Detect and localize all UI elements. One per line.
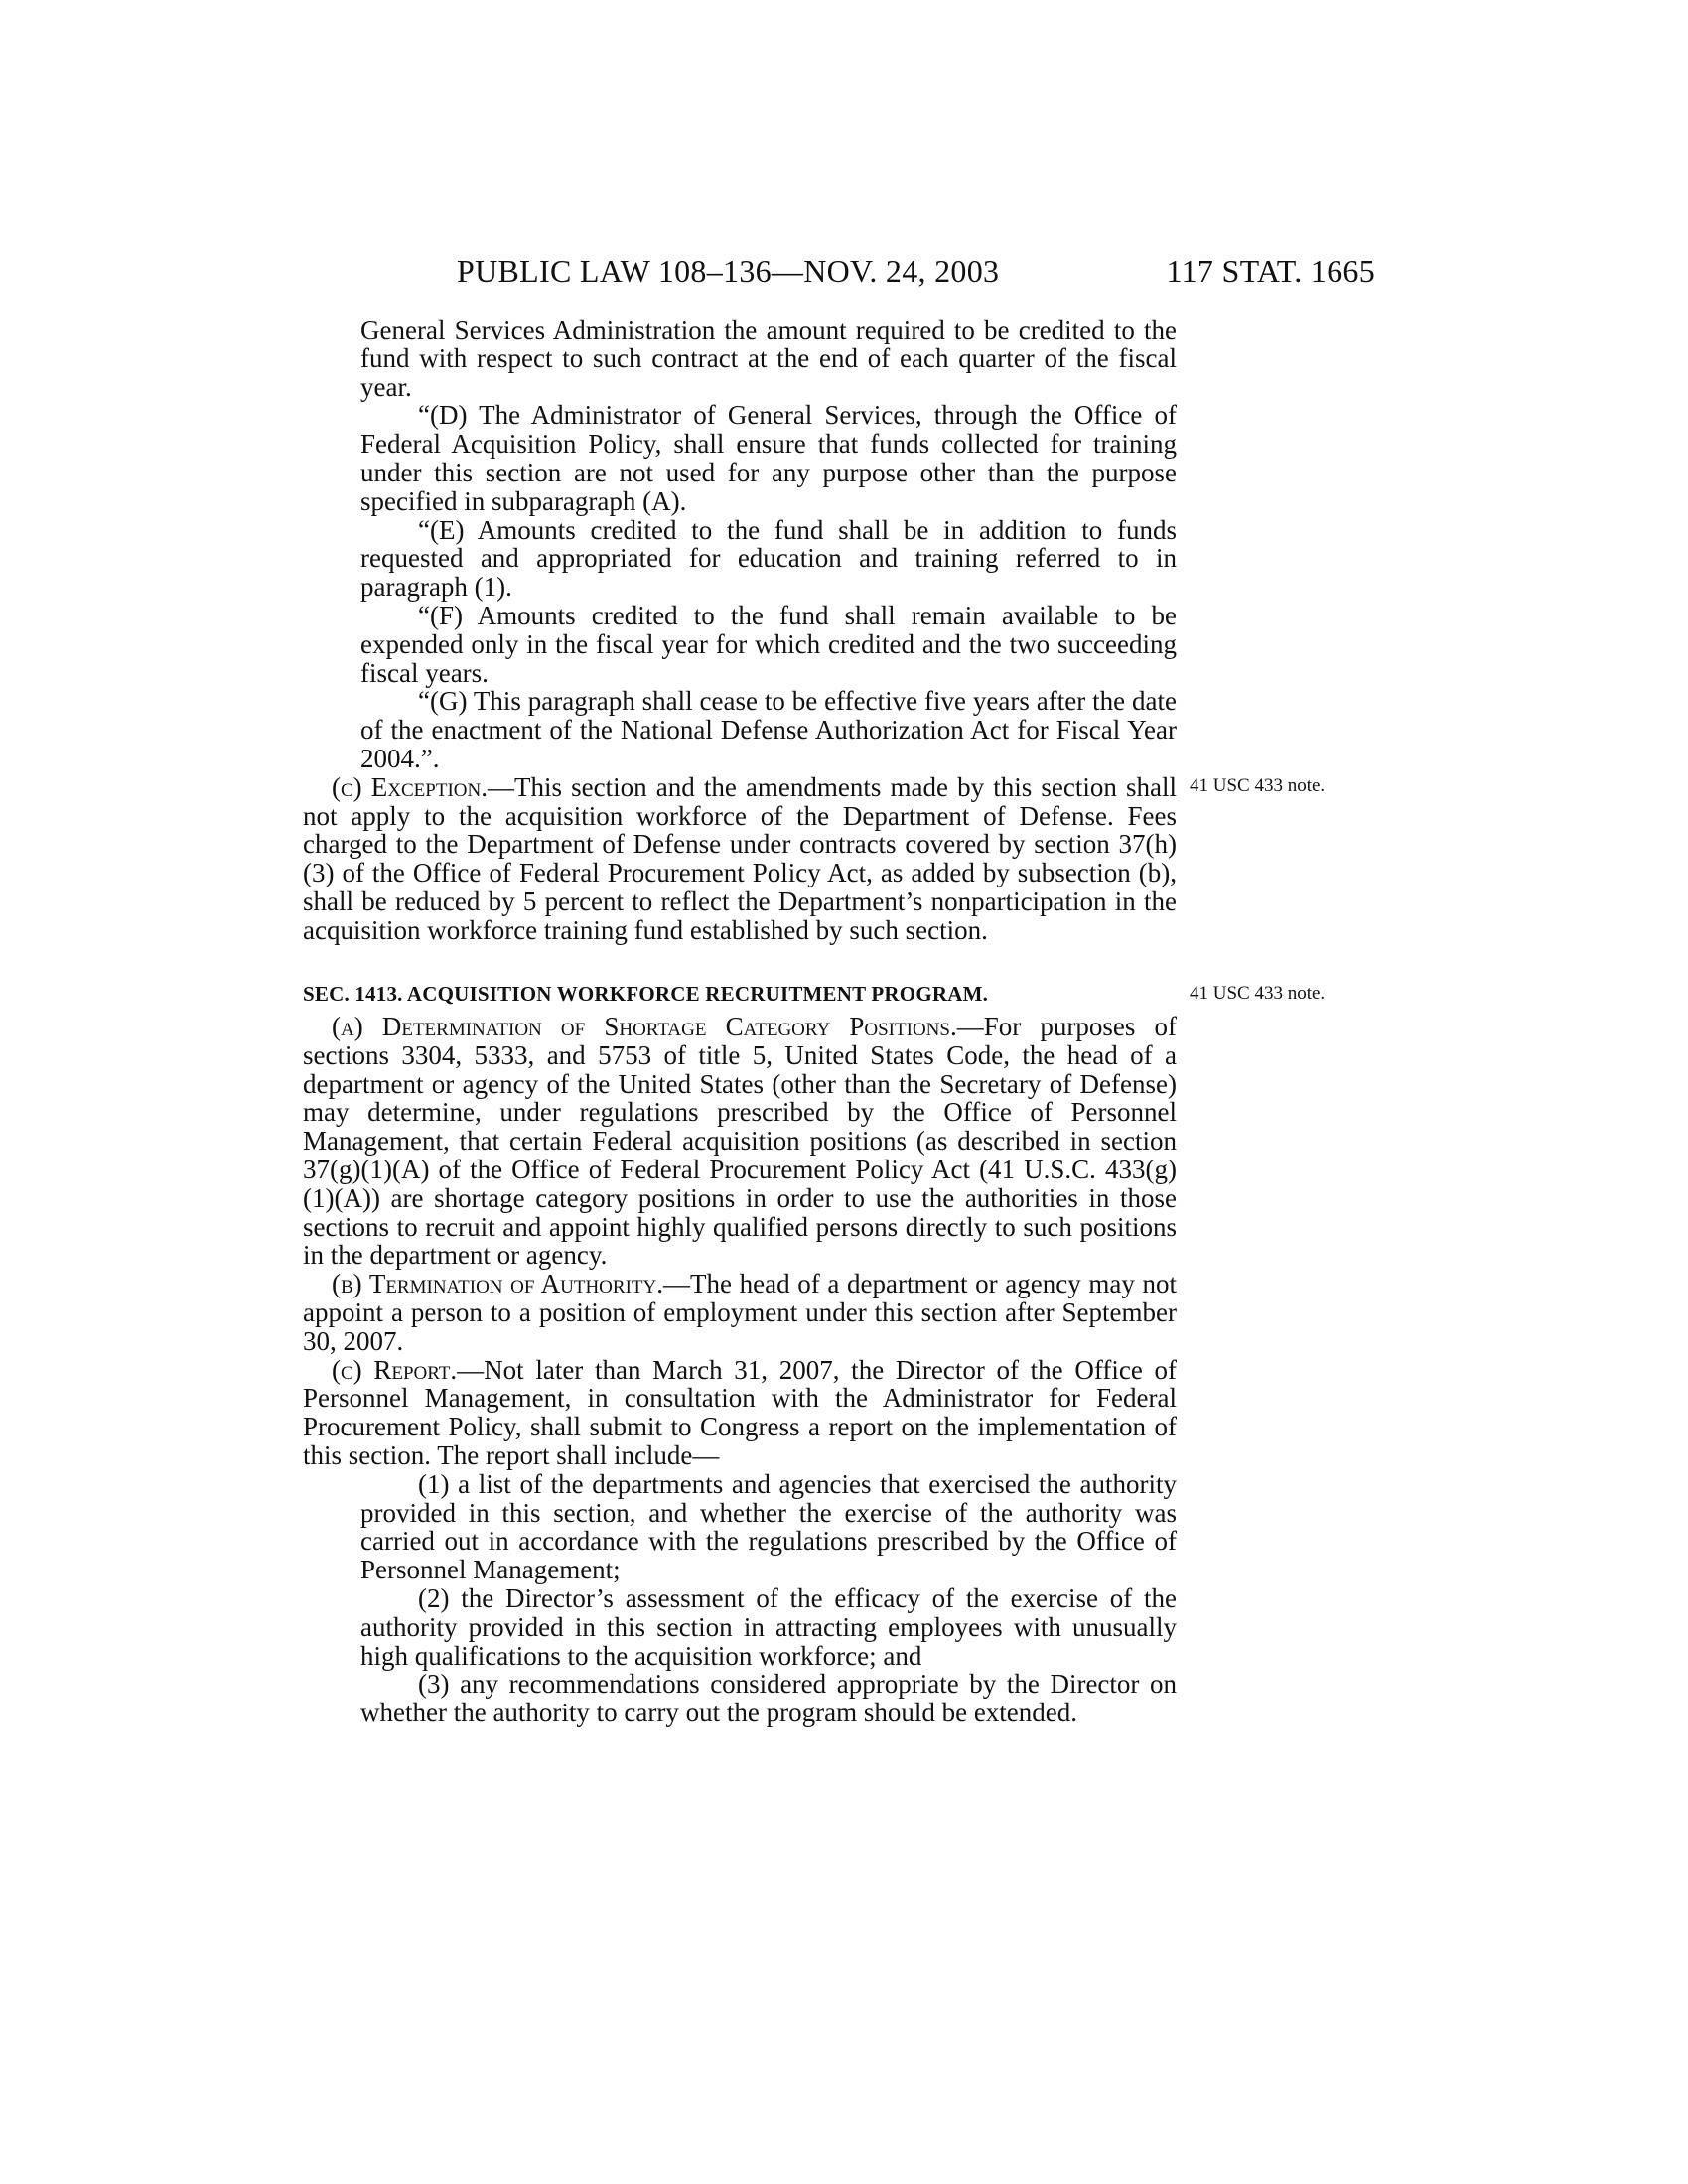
- subsection-b-text: —The head of a department or agency may not appoint a person to a position of employment under this section after September 30, 2007.: [303, 1269, 1178, 1356]
- subsection-a: [303, 1013, 1177, 1270]
- subsection-b-label: (b) Termination of Authority.: [332, 1269, 663, 1299]
- subsection-b: [303, 1270, 1177, 1355]
- paragraph-d: “(D) The Administrator of General Services, through the Office of Federal Acquisition Policy, shall ensure that funds collected for training under this section are not used for any purpose other than the purpose specified in subparagraph (A).: [360, 400, 1177, 516]
- section-1413-heading: SEC. 1413. ACQUISITION WORKFORCE RECRUITMENT PROGRAM.: [303, 982, 989, 1006]
- report-item-1: (1) a list of the departments and agencies that exercised the authority provided in this section, and whether the exercise of the authority was carried out in accordance with the regulations prescribed by the Office of Personnel Management;: [360, 1468, 1177, 1585]
- header-title: PUBLIC LAW 108–136—NOV. 24, 2003: [457, 253, 1000, 289]
- subsection-c-text: —Not later than March 31, 2007, the Director of the Office of Personnel Management, in consultation with the Administrator for Federal Procurement Policy, shall submit to Congress a report on the implementation of this section. The report shall include—: [303, 1354, 1177, 1470]
- margin-note-exception: 41 USC 433 note.: [1190, 775, 1326, 796]
- paragraph-f: “(F) Amounts credited to the fund shall remain available to be expended only in the fiscal year for which credited and the two succeeding fiscal years.: [360, 600, 1177, 688]
- subsection-a-label: (a) Determination of Shortage Category Positions.: [332, 1012, 957, 1041]
- subsection-a-text: —For purposes of sections 3304, 5333, and 5753 of title 5, United States Code, the head of a department or agency of the United States (other than the Secretary of Defense) may determine, under regulations prescribed by the Office of Personnel Management, that certain Federal acquisition positions (as described in section 37(g)(1)(A) of the Office of Federal Procurement Policy Act (41 U.S.C. 433(g)(1)(A)) are shortage category positions in order to use the authorities in those sections to recruit and appoint highly qualified persons directly to such positions in the department or agency.: [303, 1012, 1177, 1271]
- exception-text: —This section and the amendments made by this section shall not apply to the acquisition workforce of the Department of Defense. Fees charged to the Department of Defense under contracts covered by section 37(h)(3) of the Office of Federal Procurement Policy Act, as added by subsection (b), shall be reduced by 5 percent to reflect the Department’s nonparticipation in the acquisition workforce training fund established by such section.: [303, 771, 1177, 945]
- header-stat-page: 117 STAT. 1665: [1166, 253, 1375, 289]
- subsection-c-label: (c) Report.: [332, 1354, 458, 1385]
- margin-note-section-1413: 41 USC 433 note.: [1190, 983, 1326, 1004]
- paragraph-g: “(G) This paragraph shall cease to be effective five years after the date of the enactment of the National Defense Authorization Act for Fiscal Year 2004.”.: [360, 686, 1177, 773]
- page-header: [457, 246, 1375, 296]
- section-1413-body: [303, 1013, 1177, 1727]
- report-item-3: (3) any recommendations considered appropriate by the Director on whether the authority to carry out the program should be extended.: [360, 1669, 1177, 1728]
- body-top: [303, 316, 1177, 945]
- exception-label: (c) Exception.: [332, 771, 488, 802]
- subsection-c: [303, 1356, 1177, 1470]
- paragraph-c-continued: General Services Administration the amount required to be credited to the fund with respect to such contract at the end of each quarter of the fiscal year.: [360, 315, 1177, 402]
- subsection-c-exception: [303, 773, 1177, 945]
- paragraph-e: “(E) Amounts credited to the fund shall be in addition to funds requested and appropriated for education and training referred to in paragraph (1).: [360, 514, 1177, 603]
- report-item-2: (2) the Director’s assessment of the efficacy of the exercise of the authority provided in this section in attracting employees with unusually high qualifications to the acquisition workforce; and: [360, 1582, 1177, 1671]
